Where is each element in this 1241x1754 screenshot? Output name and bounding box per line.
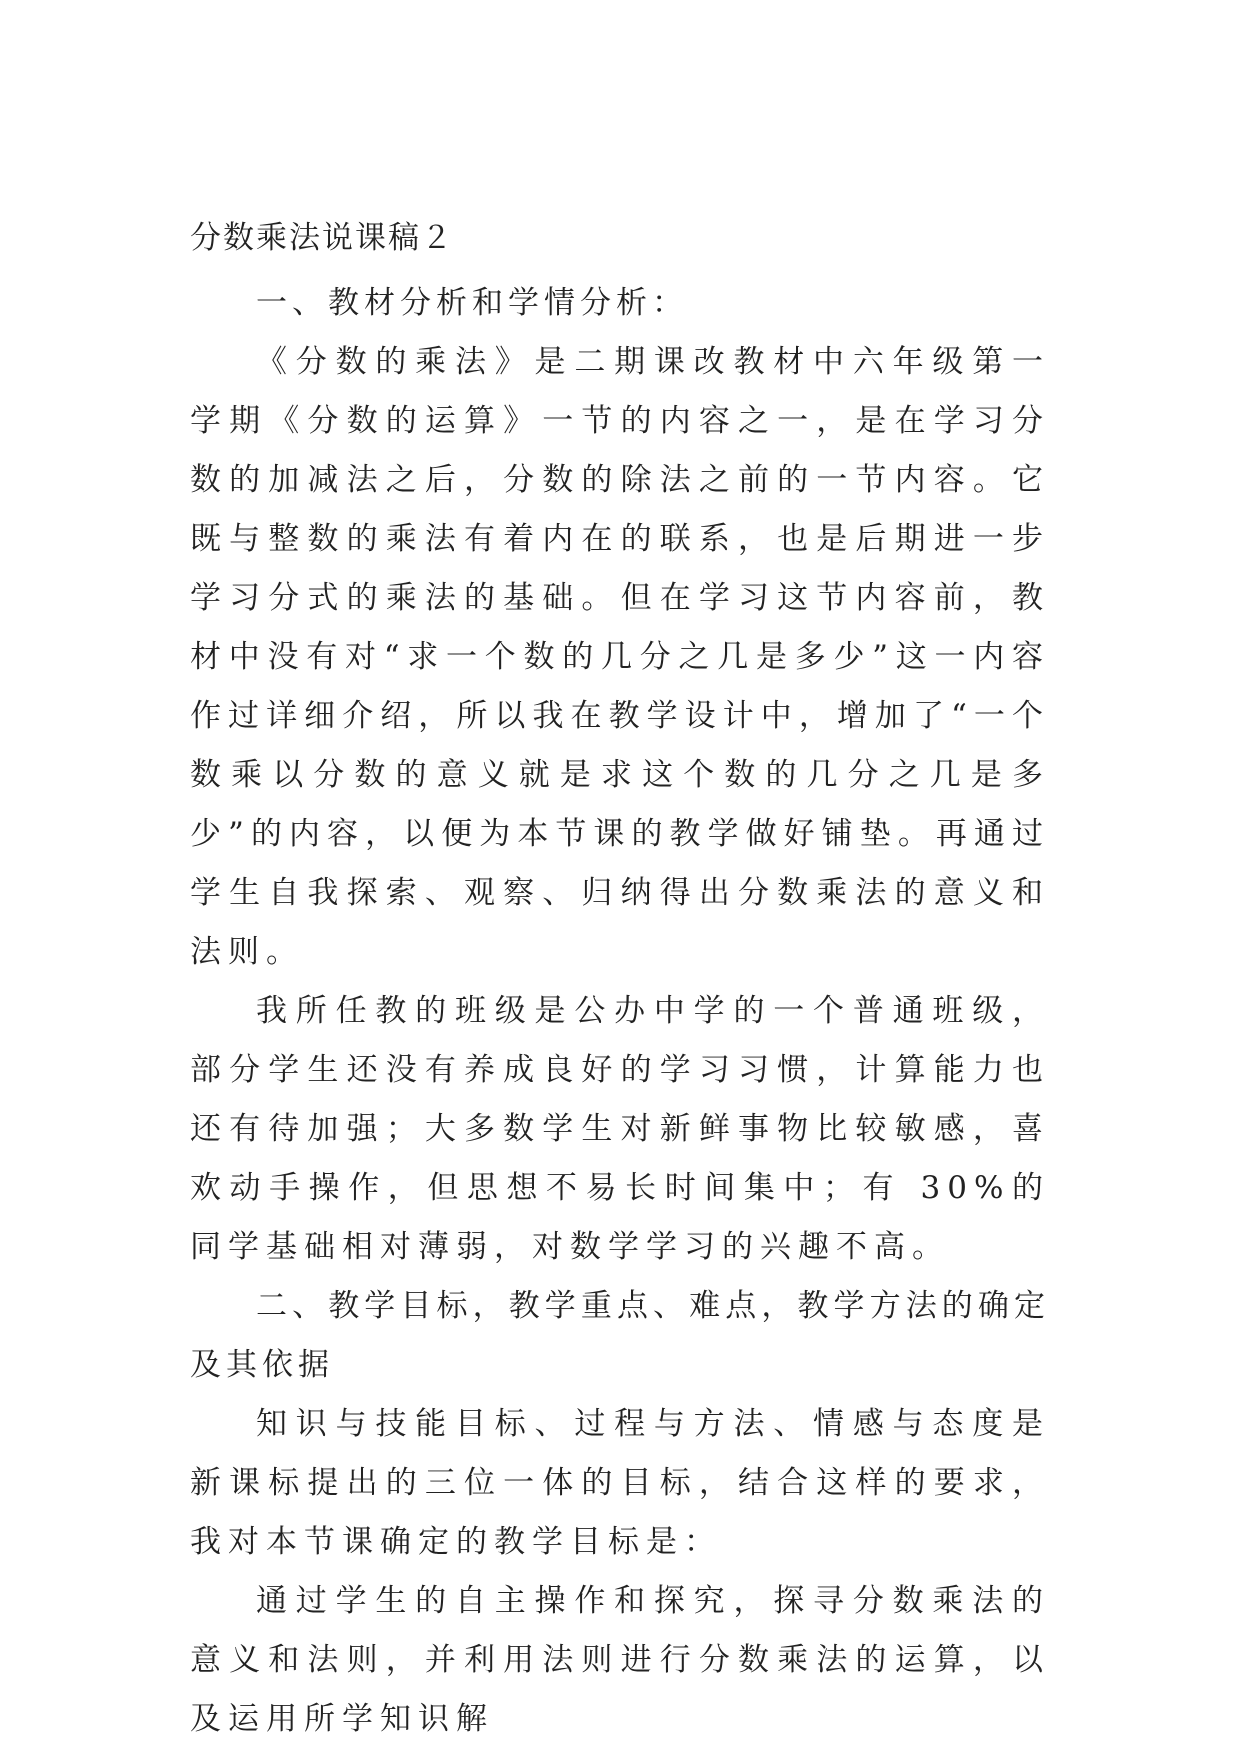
document-title: 分数乘法说课稿２ xyxy=(190,220,454,256)
paragraph-textbook-analysis: 《分数的乘法》是二期课改教材中六年级第一学期《分数的运算》一节的内容之一，是在学习分数的加减法之后，分数的除法之前的一节内容。它既与整数的乘法有着内在的联系，也是后期进一步学习分式的乘法的基础。但在学习这节内容前，教材中没有对“求一个数的几分之几是多少”这一内容作过详细介绍，所以我在教学设计中，增加了“一个数乘以分数的意义就是求这个数的几分之几是多少”的内容，以便为本节课的教学做好铺垫。再通过学生自我探索、观察、归纳得出分数乘法的意义和法则。 xyxy=(190,344,1050,970)
document-body xyxy=(190,216,1050,1749)
section-heading-1: 一、教材分析和学情分析： xyxy=(256,285,688,321)
paragraph-goals-detail: 通过学生的自主操作和探究，探寻分数乘法的意义和法则，并利用法则进行分数乘法的运算，以及运用所学知识解 xyxy=(190,1583,1050,1737)
section-heading-2: 二、教学目标，教学重点、难点，教学方法的确定及其依据 xyxy=(190,1288,1050,1383)
paragraph-student-analysis: 我所任教的班级是公办中学的一个普通班级，部分学生还没有养成良好的学习习惯，计算能力也还有待加强；大多数学生对新鲜事物比较敏感，喜欢动手操作，但思想不易长时间集中；有 30%的同学基础相对薄弱，对数学学习的兴趣不高。 xyxy=(190,993,1050,1265)
paragraph-goals-intro: 知识与技能目标、过程与方法、情感与态度是新课标提出的三位一体的目标，结合这样的要求，我对本节课确定的教学目标是： xyxy=(190,1406,1050,1560)
title-spacing xyxy=(190,260,1050,274)
